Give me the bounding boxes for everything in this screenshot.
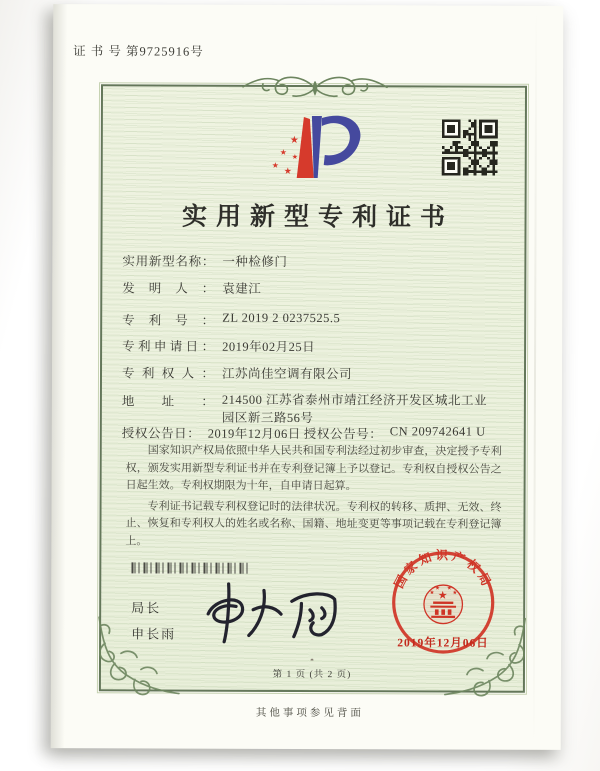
field-row-name: [122, 251, 508, 270]
field-label: 发明人：: [122, 281, 215, 296]
svg-text:★: ★: [291, 152, 299, 161]
official-seal: [353, 547, 533, 673]
svg-text:★: ★: [283, 166, 292, 177]
field-row-filing-date: [122, 336, 508, 355]
field-row-patent-number: [122, 310, 508, 329]
field-label: 专利号：: [122, 313, 215, 328]
legal-paragraph-2: 专利证书记载专利权登记时的法律状况。专利权的转移、质押、无效、终止、恢复和专利权人的姓名或名称、国籍、地址变更等事项记载在专利登记簿上。: [125, 500, 502, 548]
legal-text: [125, 442, 501, 555]
svg-text:★: ★: [271, 160, 279, 170]
field-row-patentee: [122, 363, 508, 382]
grant-number-label: 授权公告号：: [303, 426, 382, 442]
field-label: 专利权人：: [121, 366, 215, 381]
svg-text:★: ★: [452, 590, 458, 597]
field-value: 江苏尚佳空调有限公司: [221, 366, 353, 382]
grant-date-pair: [122, 423, 301, 442]
certificate-frame: [99, 84, 527, 692]
commissioner-signature: [193, 573, 343, 650]
grant-date-label: 授权公告日：: [121, 426, 200, 441]
grant-number-value: CN 209742641 U: [389, 424, 486, 439]
svg-text:★: ★: [279, 147, 287, 157]
legal-paragraph-1: 国家知识产权局依照中华人民共和国专利法经过初步审查，决定授予专利权，颁发实用新型专利证书并在专利登记簿上予以登记。专利权自授权公告之日起生效。专利权期限为十年，自申请日起算。: [125, 444, 502, 493]
field-row-address: [122, 391, 508, 427]
commissioner-title: 局长: [131, 600, 162, 616]
back-side-note: 其他事项参见背面: [255, 707, 364, 720]
logo-star-icon: ★: [289, 134, 299, 146]
grant-date-value: 2019年12月06日: [207, 426, 301, 441]
field-label: 专利申请日：: [122, 339, 215, 354]
commissioner-name: 申长雨: [131, 626, 177, 642]
field-value: 袁建江: [222, 281, 262, 296]
qr-code: [442, 119, 498, 175]
svg-text:★: ★: [437, 588, 448, 602]
certificate-number: 证 书 号 第9725916号: [73, 44, 204, 59]
field-value: 214500 江苏省泰州市靖江经济开发区城北工业园区新三路56号: [221, 392, 488, 425]
field-label: 实用新型名称：: [122, 254, 215, 269]
national-emblem-icon: [424, 585, 463, 624]
grant-number-pair: [304, 424, 486, 443]
seal-agency-text: 国家知识产权局: [391, 548, 495, 591]
certificate-title: 实用新型专利证书: [181, 203, 455, 232]
svg-text:★: ★: [429, 590, 435, 597]
svg-text:★: ★: [435, 585, 440, 592]
page-mark: *: [310, 657, 314, 666]
field-row-inventor: [122, 278, 508, 297]
field-value: 2019年02月25日: [222, 339, 316, 355]
field-value: ZL 2019 2 0237525.5: [222, 310, 341, 326]
cnipa-logo: [270, 109, 370, 189]
certificate-paper: [51, 4, 564, 750]
svg-text:★: ★: [446, 585, 452, 592]
floral-ornament-top: [241, 70, 389, 105]
field-label: 地址：: [121, 394, 214, 409]
field-value: 一种检修门: [222, 254, 288, 269]
page-number: 第 1 页 (共 2 页): [272, 669, 352, 681]
seal-date: 2019年12月06日: [397, 637, 489, 650]
svg-text:国家知识产权局: [392, 547, 495, 591]
